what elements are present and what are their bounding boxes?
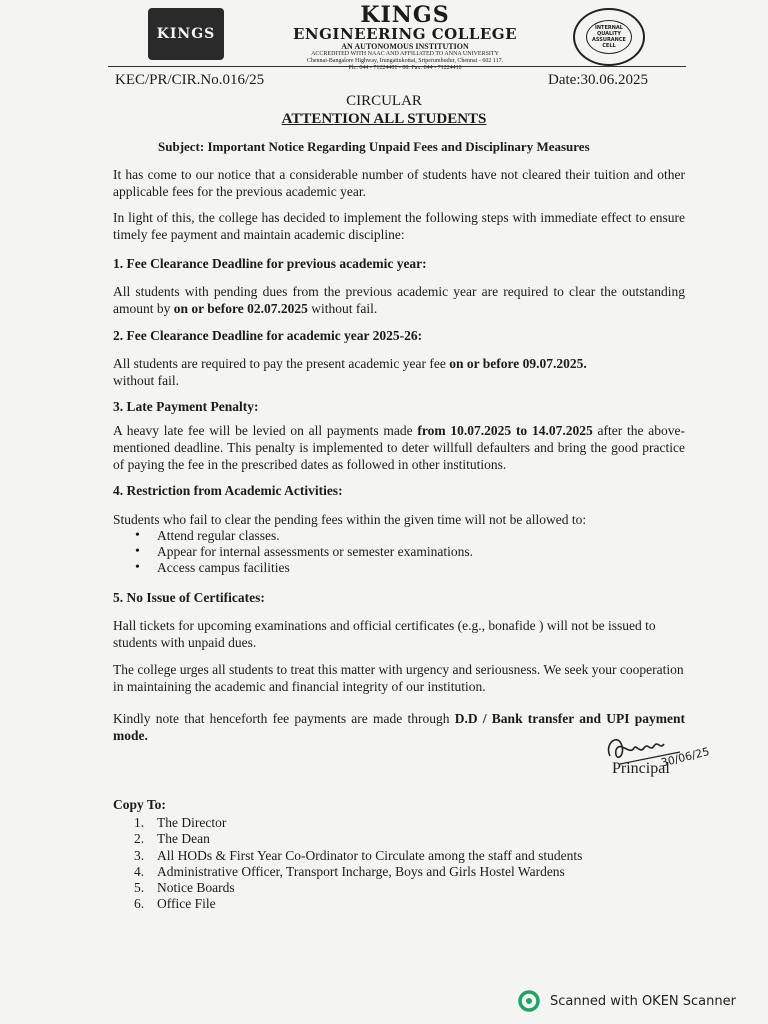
item-label: The Dean	[157, 831, 210, 847]
section-1-text	[113, 283, 685, 317]
institution-name: KINGS	[360, 2, 450, 28]
phone: Ph.: 044 - 71224401 - 08. Fax: 044 - 71224410	[348, 65, 462, 71]
header-divider	[108, 66, 686, 67]
section-3-text-b: after the above-mentioned deadline. This penalty is implemented to deter willfull defaulters and bring the good practice of paying the fee in the prescribed dates as followed in other institutions.	[113, 423, 685, 472]
section-3-text-a: A heavy late fee will be levied on all payments made	[113, 423, 418, 438]
restriction-list	[135, 528, 473, 576]
item-label: Notice Boards	[157, 880, 235, 896]
college-logo	[148, 8, 224, 60]
closing-2-text: Kindly note that henceforth fee payments are made through	[113, 711, 455, 726]
list-item	[134, 848, 582, 864]
copy-to-title: Copy To:	[113, 797, 166, 812]
section-2-text-b: without fail.	[113, 373, 179, 388]
payment-modes: D.D / Bank transfer and UPI payment mode.	[113, 711, 685, 743]
list-item	[134, 831, 582, 847]
list-item	[134, 815, 582, 831]
list-item: • Appear for internal assessments or semester examinations.	[135, 544, 473, 560]
principal-title: Principal	[612, 760, 670, 777]
item-number: 5.	[134, 880, 145, 896]
section-1-text-a: All students with pending dues from the previous academic year are required to clear the outstanding amount by	[113, 284, 685, 316]
list-item	[134, 896, 582, 912]
attention-heading: ATTENTION ALL STUDENTS	[281, 111, 487, 127]
circular-title: CIRCULAR	[346, 93, 422, 109]
section-4-text: Students who fail to clear the pending fees within the given time will not be allowed to:	[113, 512, 587, 527]
item-number: 3.	[134, 847, 145, 863]
circular-date: Date:30.06.2025	[548, 72, 648, 88]
signature-date: 30/06/25	[659, 745, 711, 770]
seal-text: INTERNAL QUALITY ASSURANCE CELL	[586, 20, 632, 54]
section-1-heading: 1. Fee Clearance Deadline for previous academic year:	[113, 256, 427, 271]
scanner-label: Scanned with OKEN Scanner	[550, 993, 736, 1009]
section-1-text-b: without fail.	[307, 301, 378, 316]
iqac-seal	[573, 8, 645, 66]
section-2-deadline: on or before 09.07.2025.	[449, 356, 587, 371]
list-item: • Access campus facilities	[135, 560, 473, 576]
list-item: • Attend regular classes.	[135, 528, 473, 544]
item-number: 4.	[134, 863, 145, 879]
section-2-heading: 2. Fee Clearance Deadline for academic year 2025-26:	[113, 328, 423, 343]
scanner-watermark	[518, 990, 736, 1012]
intro-paragraph-1: It has come to our notice that a considerable number of students have not cleared their tuition and other applicable fees for the previous academic year.	[113, 167, 685, 199]
college-name: ENGINEERING COLLEGE	[292, 25, 518, 43]
accreditation: ACCREDITED WITH NAAC AND AFFILIATED TO ANNA UNIVERSITY	[311, 51, 499, 57]
item-number: 6.	[134, 896, 145, 912]
section-3-heading: 3. Late Payment Penalty:	[113, 399, 259, 414]
section-5-heading: 5. No Issue of Certificates:	[113, 590, 265, 605]
letterhead	[240, 4, 570, 72]
subject-line: Subject: Important Notice Regarding Unpaid Fees and Disciplinary Measures	[158, 139, 590, 154]
scanner-logo-icon	[518, 990, 540, 1012]
item-label: Office File	[157, 896, 216, 912]
section-3-penalty-dates: from 10.07.2025 to 14.07.2025	[417, 423, 593, 438]
logo-text: KINGS	[156, 26, 216, 42]
section-2-text-a: All students are required to pay the present academic year fee	[113, 356, 450, 371]
section-2-text	[113, 355, 685, 389]
intro-paragraph-2: In light of this, the college has decided to implement the following steps with immediate effect to ensure timely fee payment and maintain academic discipline:	[113, 210, 685, 242]
address: Chennai-Bangalore Highway, Irungattukottai, Sriperumbudur, Chennai - 602 117.	[306, 58, 504, 64]
section-5-text: Hall tickets for upcoming examinations and official certificates (e.g., bonafide ) will not be issued to students with unpaid dues.	[113, 618, 656, 650]
closing-paragraph-1: The college urges all students to treat this matter with urgency and seriousness. We seek your cooperation in maintaining the academic and financial integrity of our institution.	[113, 662, 684, 694]
item-number: 1.	[134, 815, 145, 830]
item-label: All HODs & First Year Co-Ordinator to Circulate among the staff and students	[157, 847, 583, 863]
reference-number: KEC/PR/CIR.No.016/25	[115, 72, 265, 88]
section-3-text	[113, 422, 685, 473]
section-1-deadline: on or before 02.07.2025	[173, 301, 308, 316]
list-item	[134, 864, 582, 880]
section-4-heading: 4. Restriction from Academic Activities:	[113, 483, 343, 498]
list-item	[134, 880, 582, 896]
copy-to-list	[134, 815, 582, 913]
tagline: AN AUTONOMOUS INSTITUTION	[341, 42, 469, 51]
item-number: 2.	[134, 831, 145, 847]
item-label: The Director	[157, 815, 227, 830]
item-label: Administrative Officer, Transport Incharge, Boys and Girls Hostel Wardens	[157, 863, 565, 879]
